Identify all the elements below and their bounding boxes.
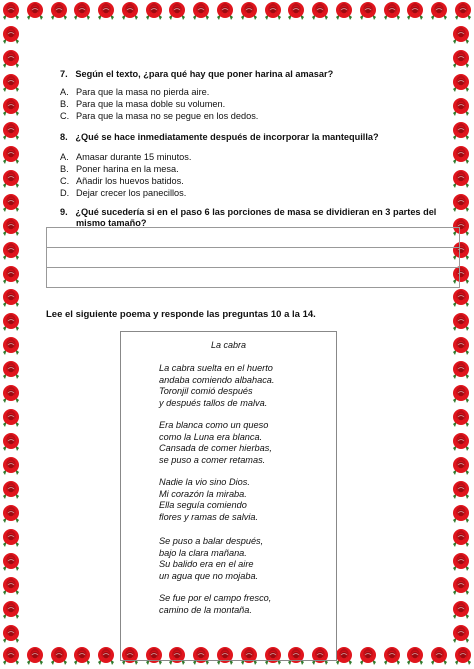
stanza-2 [159,420,272,466]
rose-icon [0,311,22,333]
option-8b: B. Poner harina en la mesa. [60,164,179,174]
rose-icon [381,0,403,22]
poem-line: Mi corazón la miraba. [159,488,247,499]
poem-line: flores y ramas de salvia. [159,511,259,522]
rose-icon [0,383,22,405]
rose-icon [450,383,472,405]
rose-icon [0,24,22,46]
rose-icon [95,0,117,22]
rose-icon [450,623,472,645]
poem-line: La cabra suelta en el huerto [159,363,273,373]
answer-line[interactable] [46,227,460,247]
rose-icon [0,527,22,549]
rose-icon [404,0,426,22]
poem-line: andaba comiendo albahaca. [159,374,275,385]
rose-icon [95,645,117,667]
rose-icon [214,0,236,22]
rose-icon [0,120,22,142]
rose-icon [0,72,22,94]
rose-icon [333,0,355,22]
rose-icon [450,455,472,477]
poem-line: bajo la clara mañana. [159,547,247,558]
rose-icon [0,240,22,262]
stanza-3 [159,477,258,523]
rose-icon [0,287,22,309]
option-7a: A. Para que la masa no pierda aire. [60,87,210,97]
option-8d: D. Dejar crecer los panecillos. [60,188,187,198]
poem-line: un agua que no mojaba. [159,570,259,581]
rose-icon [190,0,212,22]
rose-icon [71,645,93,667]
poem-line: se puso a comer retamas. [159,454,266,465]
rose-icon [262,0,284,22]
rose-icon [450,599,472,621]
rose-icon [24,645,46,667]
rose-icon [0,575,22,597]
rose-icon [450,527,472,549]
rose-icon [450,287,472,309]
rose-icon [0,455,22,477]
rose-icon [450,96,472,118]
rose-icon [0,216,22,238]
rose-icon [450,24,472,46]
rose-icon [0,479,22,501]
border-strip [0,0,474,24]
option-7c: C. Para que la masa no se pegue en los dedos. [60,111,259,121]
rose-icon [450,144,472,166]
question-text: Según el texto, ¿para qué hay que poner harina al amasar? [75,69,334,79]
rose-icon [0,503,22,525]
rose-icon [0,335,22,357]
question-number: 8. [60,132,68,142]
border-strip [450,24,474,645]
rose-icon [381,645,403,667]
rose-icon [0,0,22,22]
poem-line: Ella seguía comiendo [159,500,247,511]
rose-icon [143,0,165,22]
poem-line: Nadie la vio sino Dios. [159,477,250,487]
rose-icon [0,431,22,453]
poem-line: camino de la montaña. [159,604,252,615]
poem-title: La cabra [210,340,247,350]
question-text: ¿Qué se hace inmediatamente después de incorporar la mantequilla? [75,132,379,142]
rose-icon [450,168,472,190]
rose-icon [0,551,22,573]
rose-icon [0,359,22,381]
rose-icon [450,503,472,525]
question-9-continuation: mismo tamaño? [76,218,147,228]
rose-icon [0,645,22,667]
poem-line: como la Luna era blanca. [159,431,263,442]
rose-icon [24,0,46,22]
border-strip [0,24,24,645]
rose-icon [450,575,472,597]
poem-line: Era blanca como un queso [159,420,269,430]
poem-line: Su balido era en el aire [159,559,254,570]
rose-icon [450,120,472,142]
question-text: ¿Qué sucedería si en el paso 6 las porciones de masa se dividieran en 3 partes del [75,207,437,217]
rose-icon [450,407,472,429]
rose-icon [450,72,472,94]
poem-line: Se puso a balar después, [159,536,264,546]
question-7 [60,68,333,80]
rose-icon [0,623,22,645]
rose-icon [0,168,22,190]
rose-icon [0,192,22,214]
option-7b: B. Para que la masa doble su volumen. [60,99,226,109]
rose-icon [309,0,331,22]
stanza-5 [159,593,271,616]
answer-line[interactable] [46,267,460,288]
rose-icon [450,335,472,357]
rose-icon [285,0,307,22]
question-number: 7. [60,69,68,79]
poem-line: y después tallos de malva. [159,397,268,408]
section-instruction: Lee el siguiente poema y responde las preguntas 10 a la 14. [46,309,316,320]
rose-icon [450,359,472,381]
rose-icon [0,96,22,118]
rose-icon [48,645,70,667]
rose-icon [450,551,472,573]
answer-lines[interactable] [46,227,460,288]
stanza-4 [159,536,263,582]
answer-line[interactable] [46,247,460,267]
rose-icon [0,407,22,429]
rose-icon [452,645,474,667]
rose-icon [428,0,450,22]
option-8a: A. Amasar durante 15 minutos. [60,152,192,162]
rose-icon [357,645,379,667]
rose-icon [0,599,22,621]
question-8 [60,131,379,143]
stanza-1 [159,363,274,409]
rose-icon [48,0,70,22]
worksheet-content [30,30,444,639]
question-number: 9. [60,207,68,217]
rose-icon [166,0,188,22]
rose-icon [450,311,472,333]
rose-icon [428,645,450,667]
rose-icon [119,0,141,22]
poem-line: Cansada de comer hierbas, [159,443,272,454]
rose-icon [238,0,260,22]
rose-icon [450,479,472,501]
rose-icon [404,645,426,667]
rose-icon [450,431,472,453]
poem-line: Se fue por el campo fresco, [159,593,272,603]
poem-box [120,331,337,661]
rose-icon [452,0,474,22]
rose-icon [0,264,22,286]
poem-line: Toronjil comió después [159,386,253,397]
rose-icon [0,144,22,166]
rose-icon [450,192,472,214]
rose-icon [71,0,93,22]
rose-icon [0,48,22,70]
rose-icon [357,0,379,22]
option-8c: C. Añadir los huevos batidos. [60,176,184,186]
rose-icon [450,48,472,70]
